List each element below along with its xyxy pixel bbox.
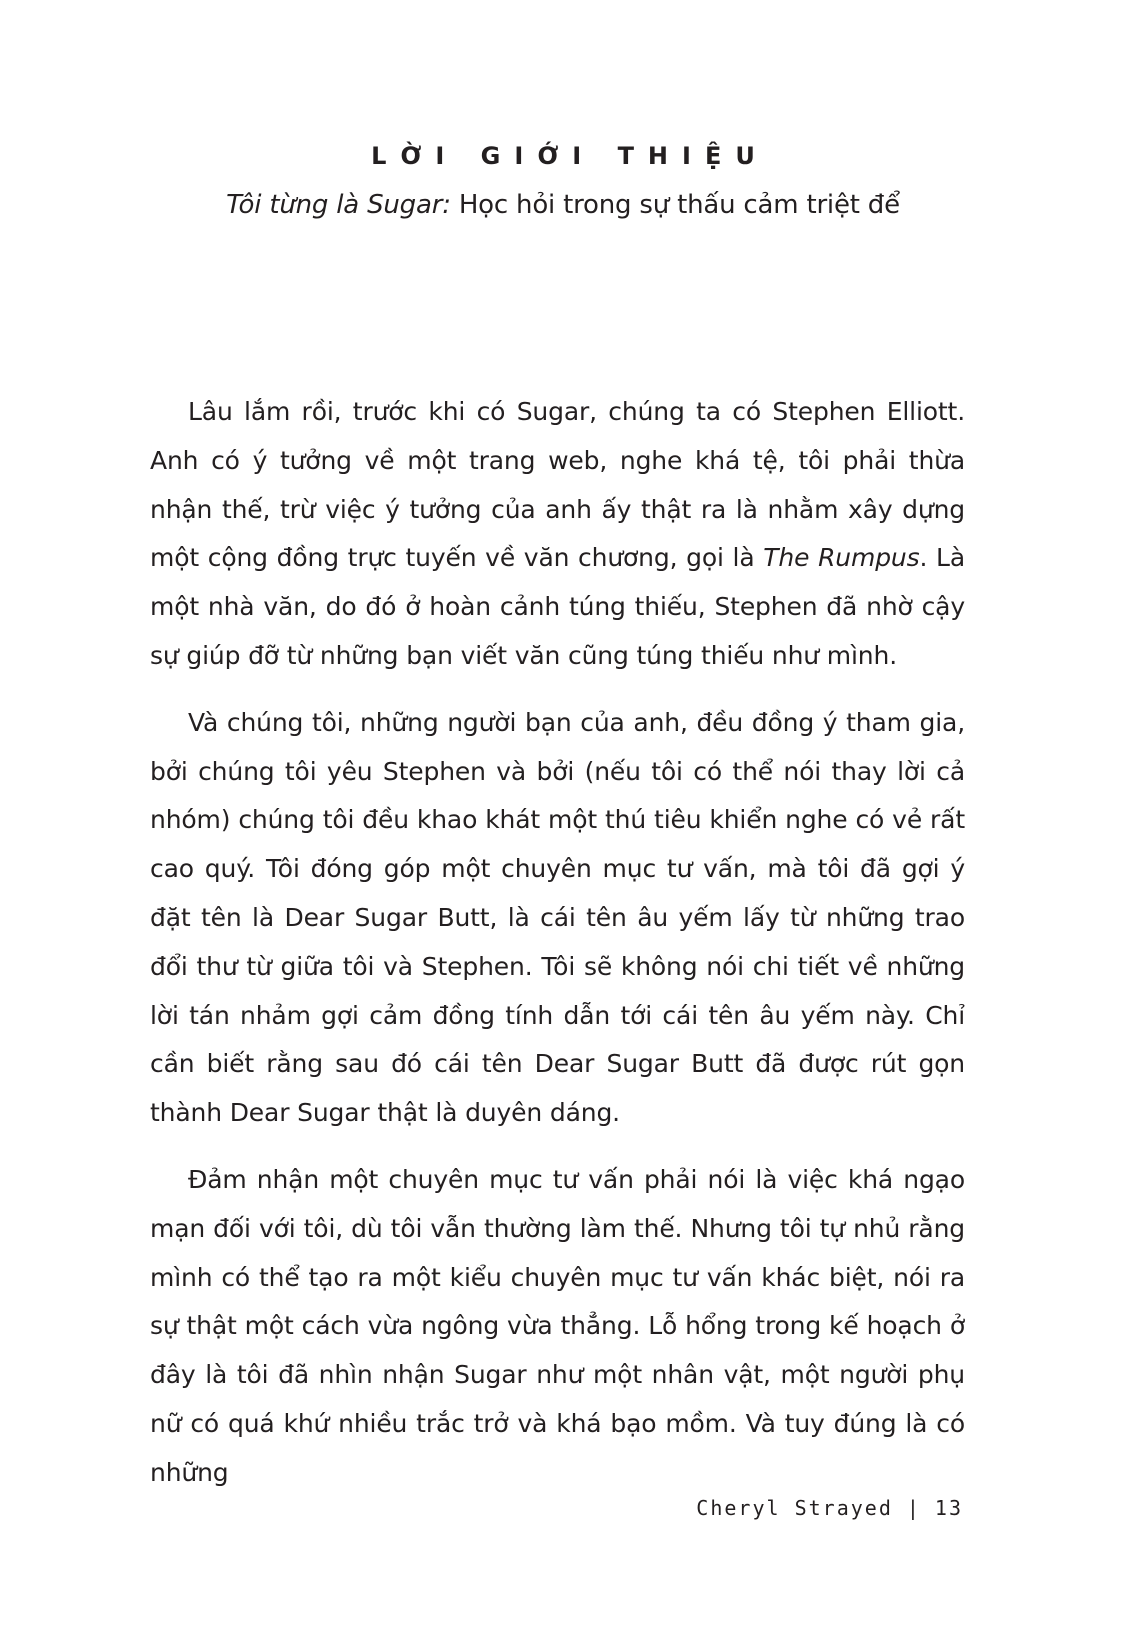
body-text: [150, 388, 965, 1516]
footer-separator: |: [906, 1496, 921, 1520]
paragraph-3: Đảm nhận một chuyên mục tư vấn phải nói là việc khá ngạo mạn đối với tôi, dù tôi vẫn thường làm thế. Nhưng tôi tự nhủ rằng mình có thể tạo ra một kiểu chuyên mục tư vấn khác biệt, nói ra sự thật một cách vừa ngông vừa thẳng. Lỗ hổng trong kế hoạch ở đây là tôi đã nhìn nhận Sugar như một nhân vật, một người phụ nữ có quá khứ nhiều trắc trở và khá bạo mồm. Và tuy đúng là có những: [150, 1164, 965, 1487]
chapter-label: LỜI GIỚI THIỆU: [371, 142, 769, 170]
subtitle-italic: Tôi từng là Sugar:: [226, 190, 451, 220]
footer-author: Cheryl Strayed: [696, 1496, 893, 1520]
paragraph-1-title: The Rumpus: [763, 543, 920, 573]
paragraph-1: [150, 388, 965, 681]
page-number: 13: [934, 1496, 963, 1520]
chapter-subtitle: [0, 190, 1126, 220]
paragraph-1-part-a: Lâu lắm rồi, trước khi có Sugar, chúng ta có Stephen Elliott. Anh có ý tưởng về một trang web, nghe khá tệ, tôi phải thừa nhận thế, trừ việc ý tưởng của anh ấy thật ra là nhằm xây dựng một cộng đồng trực tuyến về văn chương, gọi là: [150, 397, 965, 573]
paragraph-1-part-b: . Là một nhà văn, do đó ở hoàn cảnh túng thiếu, Stephen đã nhờ cậy sự giúp đỡ từ những bạn viết văn cũng túng thiếu như mình.: [150, 543, 965, 670]
paragraph-2: Và chúng tôi, những người bạn của anh, đều đồng ý tham gia, bởi chúng tôi yêu Stephen và bởi (nếu tôi có thể nói thay lời cả nhóm) chúng tôi đều khao khát một thú tiêu khiển nghe có vẻ rất cao quý. Tôi đóng góp một chuyên mục tư vấn, mà tôi đã gợi ý đặt tên là Dear Sugar Butt, là cái tên âu yếm lấy từ những trao đổi thư từ giữa tôi và Stephen. Tôi sẽ không nói chi tiết về những lời tán nhảm gợi cảm đồng tính dẫn tới cái tên âu yếm này. Chỉ cần biết rằng sau đó cái tên Dear Sugar Butt đã được rút gọn thành Dear Sugar thật là duyên dáng.: [150, 707, 965, 1128]
page-footer: [696, 1496, 963, 1520]
subtitle-rest: Học hỏi trong sự thấu cảm triệt để: [450, 190, 900, 220]
